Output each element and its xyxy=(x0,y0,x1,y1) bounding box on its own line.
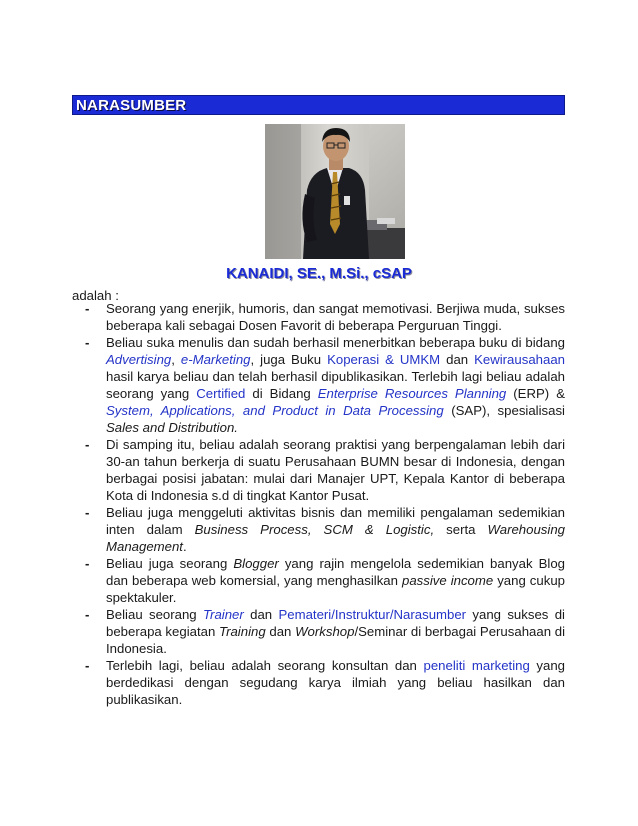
bio-text-run: Di samping itu, beliau adalah seorang praktisi yang berpengalaman lebih dari 30-an tahun berkerja di suatu Perusahaan BUMN besar di Indonesia, dengan berbagai posisi jabatan: mulai dari Manajer UPT, Kepala Kantor di beberapa Kota di Indonesia s.d di tingkat Kantor Pusat. xyxy=(106,437,565,503)
bio-text-run: hasil karya beliau dan telah berhasil dipublikasikan. Terlebih lagi beliau adalah seorang yang xyxy=(106,369,565,401)
bio-text-run: , juga Buku xyxy=(250,352,328,367)
bio-text-run: dan xyxy=(440,352,475,367)
bio-item xyxy=(72,657,565,708)
bio-text-run: Koperasi & UMKM xyxy=(327,352,441,367)
bio-text-run: Beliau juga seorang xyxy=(106,556,234,571)
bio-text-run: Beliau suka menulis dan sudah berhasil menerbitkan beberapa buku di bidang xyxy=(106,335,565,350)
bullet-dash: - xyxy=(85,437,90,452)
bio-text-run: Beliau juga menggeluti aktivitas bisnis dan memiliki pengalaman sedemikian inten dalam xyxy=(106,505,565,537)
bio-text-run: Business Process, SCM & Logistic, xyxy=(194,522,435,537)
bio-text-run: Warehousing Management xyxy=(106,522,565,554)
bullet-dash: - xyxy=(85,556,90,571)
bio-text-run: (ERP) & xyxy=(506,386,565,401)
bio-text-run: yang berdedikasi dengan segudang karya ilmiah yang beliau hasilkan dan publikasikan. xyxy=(106,658,565,707)
bullet-dash: - xyxy=(85,658,90,673)
bio-text-run: Trainer xyxy=(202,607,244,622)
section-header-bar xyxy=(72,95,565,115)
bio-text-run: Blogger xyxy=(233,556,279,571)
bio-text-run: passive income xyxy=(401,573,494,588)
bio-item xyxy=(72,300,565,334)
bio-item xyxy=(72,504,565,555)
bio-text-run: , xyxy=(171,352,181,367)
bio-text-run: (SAP), spesialisasi xyxy=(443,403,565,418)
bio-item xyxy=(72,334,565,436)
bio-text-run: Training xyxy=(219,624,266,639)
bio-text-run: System, Applications, and Product in Data Processing xyxy=(106,403,444,418)
bio-item xyxy=(72,555,565,606)
bullet-dash: - xyxy=(85,607,90,622)
bio-text-run: Kewirausahaan xyxy=(474,352,565,367)
section-title: NARASUMBER xyxy=(76,97,187,114)
bio-text-run: dan xyxy=(243,607,279,622)
bio-item xyxy=(72,436,565,504)
bullet-dash: - xyxy=(85,335,90,350)
bio-text-run: Sales and Distribution. xyxy=(106,420,238,435)
bio-text-run: Advertising xyxy=(106,352,172,367)
speaker-photo-image xyxy=(265,124,405,259)
bio-text-run: Seorang yang enerjik, humoris, dan sangat memotivasi. Berjiwa muda, sukses beberapa kali sebagai Dosen Favorit di beberapa Perguruan Tinggi. xyxy=(106,301,565,333)
bio-text-run: /Seminar di berbagai Perusahaan di Indonesia. xyxy=(106,624,565,656)
speaker-photo xyxy=(265,124,405,259)
bio-text-run: serta xyxy=(434,522,488,537)
bio-item xyxy=(72,606,565,657)
bio-text-run: yang rajin mengelola sedemikian banyak Blog dan beberapa web komersial, yang menghasilkan xyxy=(106,556,565,588)
bio-text-run: e-Marketing xyxy=(180,352,251,367)
bio-text-run: . xyxy=(182,539,187,554)
bio-text-run: yang cukup spektakuler. xyxy=(106,573,566,605)
bio-text-run: peneliti marketing xyxy=(423,658,530,673)
intro-text: adalah : xyxy=(72,288,119,303)
bullet-dash: - xyxy=(85,505,90,520)
bio-text-run: Beliau seorang xyxy=(106,607,203,622)
bio-text-run: Enterprise Resources Planning xyxy=(317,386,507,401)
speaker-name: KANAIDI, SE., M.Si., cSAP xyxy=(226,265,412,282)
bio-text-run: Terlebih lagi, beliau adalah seorang konsultan dan xyxy=(106,658,424,673)
bio-text-run: Workshop xyxy=(295,624,355,639)
bio-text-run: dan xyxy=(265,624,296,639)
bio-text-run: Pemateri/Instruktur/Narasumber xyxy=(278,607,467,622)
bio-list xyxy=(72,300,565,708)
bio-text-run: Certified xyxy=(196,386,246,401)
bio-text-run: di Bidang xyxy=(245,386,318,401)
bio-text-run: yang sukses di beberapa kegiatan xyxy=(106,607,565,639)
bullet-dash: - xyxy=(85,301,90,316)
